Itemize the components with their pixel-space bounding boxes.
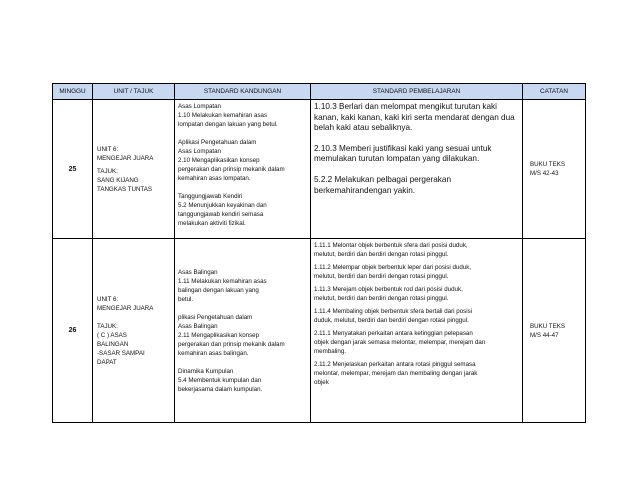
pembelajaran-line: berkemahirandengan yakin. [314, 185, 416, 195]
kandungan-line: melakukan aktiviti fizikal. [178, 220, 246, 227]
pembelajaran-line: objek [314, 379, 329, 386]
catatan-cell [523, 100, 586, 239]
unit-line: ( C ) ASAS [97, 331, 127, 339]
unit-line: UNIT 6: [97, 295, 119, 303]
pembelajaran-line: 2.10.3 Memberi justifikasi kaki yang sesuai untuk [314, 143, 492, 153]
pembelajaran-line: 5.2.2 Melakukan pelbagai pergerakan [314, 174, 452, 184]
unit-line: MENGEJAR JUARA [97, 304, 154, 312]
unit-cell [93, 239, 175, 423]
kandungan-line: balingan dengan lakuan yang [178, 286, 259, 294]
kandungan-line: Asas Lompatan [178, 103, 221, 110]
kandungan-line: Asas Balingan [178, 322, 218, 330]
kandungan-line: pergerakan dan prinsip mekanik dalam [178, 166, 285, 173]
unit-line: TANGKAS TUNTAS [97, 185, 153, 193]
pembelajaran-line: 1.11.4 Membaling objek berbentuk sfera bertali dari posisi [314, 308, 473, 315]
pembelajaran-line [314, 165, 519, 175]
kandungan-line: tanggungjawab kendiri semasa [178, 211, 264, 218]
kandungan-line [178, 358, 307, 367]
header-catatan: CATATAN [523, 84, 586, 100]
pembelajaran-line: 2.11.1 Menyatakan perkaitan antara ketinggian pelepasan [314, 330, 473, 337]
lesson-plan-table [52, 83, 586, 423]
kandungan-line: kemahiran asas balingan. [178, 349, 249, 357]
unit-line: TAJUK: [97, 322, 118, 330]
pembelajaran-line: duduk, melutut, berdiri dan berdiri dengan rotasi pinggul. [314, 317, 469, 324]
unit-line: DAPAT [97, 358, 117, 366]
pembelajaran-line [314, 134, 519, 144]
kandungan-line [178, 304, 307, 313]
kandungan-line: Asas Balingan [178, 268, 218, 276]
table-row [53, 239, 586, 423]
week-cell: 26 [53, 239, 93, 423]
kandungan-line: 1.10 Melakukan kemahiran asas [178, 112, 268, 119]
pembelajaran-line: 2.11.2 Menjelaskan perkaitan antara rotasi pinggul semasa [314, 361, 476, 368]
pembelajaran-line: 1.10.3 Berlari dan melompat mengikut turutan kaki [314, 102, 497, 111]
pembelajaran-cell [311, 100, 523, 239]
unit-line: BALINGAN [97, 340, 129, 348]
kandungan-line: 2.10 Mengaplikasikan konsep [178, 157, 260, 164]
pembelajaran-line: 1.11.1 Melontar objek berbentuk sfera dari posisi duduk, [314, 242, 468, 249]
pembelajaran-line: memulakan turutan lompatan yang dilakukan. [314, 154, 480, 164]
pembelajaran-line: objek dengan jarak semasa melontar, melempar, merejam dan [314, 339, 486, 346]
kandungan-line: Tanggungjawab Kendiri [178, 193, 243, 200]
table-row [53, 100, 586, 239]
kandungan-cell [175, 239, 311, 423]
pembelajaran-line: membaling. [314, 348, 346, 355]
pembelajaran-line: melontar, melempar, merejam dan membaling dengan jarak [314, 370, 478, 377]
catatan-line: BUKU TEKS [530, 322, 565, 330]
pembelajaran-line: melutut, berdiri dan berdiri dengan rotasi pinggul. [314, 273, 449, 280]
unit-cell [93, 100, 175, 239]
catatan-line: M/S 44-47 [530, 331, 559, 339]
header-minggu: MINGGU [53, 84, 93, 100]
catatan-line: M/S 42-43 [530, 170, 559, 177]
header-unit-tajuk: UNIT / TAJUK [93, 84, 175, 100]
header-standard-kandungan: STANDARD KANDUNGAN [175, 84, 311, 100]
pembelajaran-line: 1.11.3 Merejam objek berbentuk rod dari posisi duduk, [314, 286, 463, 293]
header-row [53, 84, 586, 100]
kandungan-line: lompatan dengan lakuan yang betul. [178, 121, 278, 128]
catatan-line: BUKU TEKS [530, 161, 565, 168]
week-cell: 25 [53, 100, 93, 239]
kandungan-line: kemahiran asas lompatan. [178, 175, 251, 182]
kandungan-line [178, 129, 307, 138]
unit-line: -SASAR SAMPAI [97, 349, 145, 357]
unit-line: MENGEJAR JUARA [97, 154, 154, 162]
kandungan-line [178, 183, 307, 192]
kandungan-line: Asas Lompatan [178, 148, 221, 155]
kandungan-line: plikasi Pengetahuan dalam [178, 313, 253, 321]
header-standard-pembelajaran: STANDARD PEMBELAJARAN [311, 84, 523, 100]
pembelajaran-line: 1.11.2 Melempar objek berbentuk leper dari posisi duduk, [314, 264, 472, 271]
kandungan-line: 2.11 Mengaplikasikan konsep [178, 331, 260, 339]
pembelajaran-line: melutut, berdiri dan berdiri dengan rotasi pinggul. [314, 251, 449, 258]
kandungan-line: Aplikasi Pengetahuan dalam [178, 139, 257, 146]
kandungan-line: pergerakan dan prinsip mekanik dalam [178, 340, 285, 348]
pembelajaran-cell [311, 239, 523, 423]
kandungan-line: betul. [178, 295, 194, 303]
pembelajaran-line: kanan, kaki kanan, kaki kiri serta mendarat dengan dua [314, 112, 515, 122]
kandungan-line: 1.11 Melakukan kemahiran asas [178, 277, 267, 285]
kandungan-cell [175, 100, 311, 239]
unit-line: UNIT 6: [97, 145, 119, 153]
unit-line [97, 313, 171, 322]
kandungan-line: Dinamika Kumpulan [178, 367, 234, 375]
kandungan-line: bekerjasama dalam kumpulan. [178, 385, 263, 393]
pembelajaran-line: melutut, berdiri dan berdiri dengan rotasi pinggul. [314, 295, 449, 302]
kandungan-line: 5.4 Membentuk kumpulan dan [178, 376, 262, 384]
pembelajaran-line: belah kaki atau sebaliknya. [314, 123, 413, 133]
kandungan-line: 5.2 Menunjukkan keyakinan dan [178, 202, 267, 209]
unit-line: TAJUK: [97, 167, 118, 175]
unit-line: SANG KIJANG [97, 176, 139, 184]
catatan-cell [523, 239, 586, 423]
